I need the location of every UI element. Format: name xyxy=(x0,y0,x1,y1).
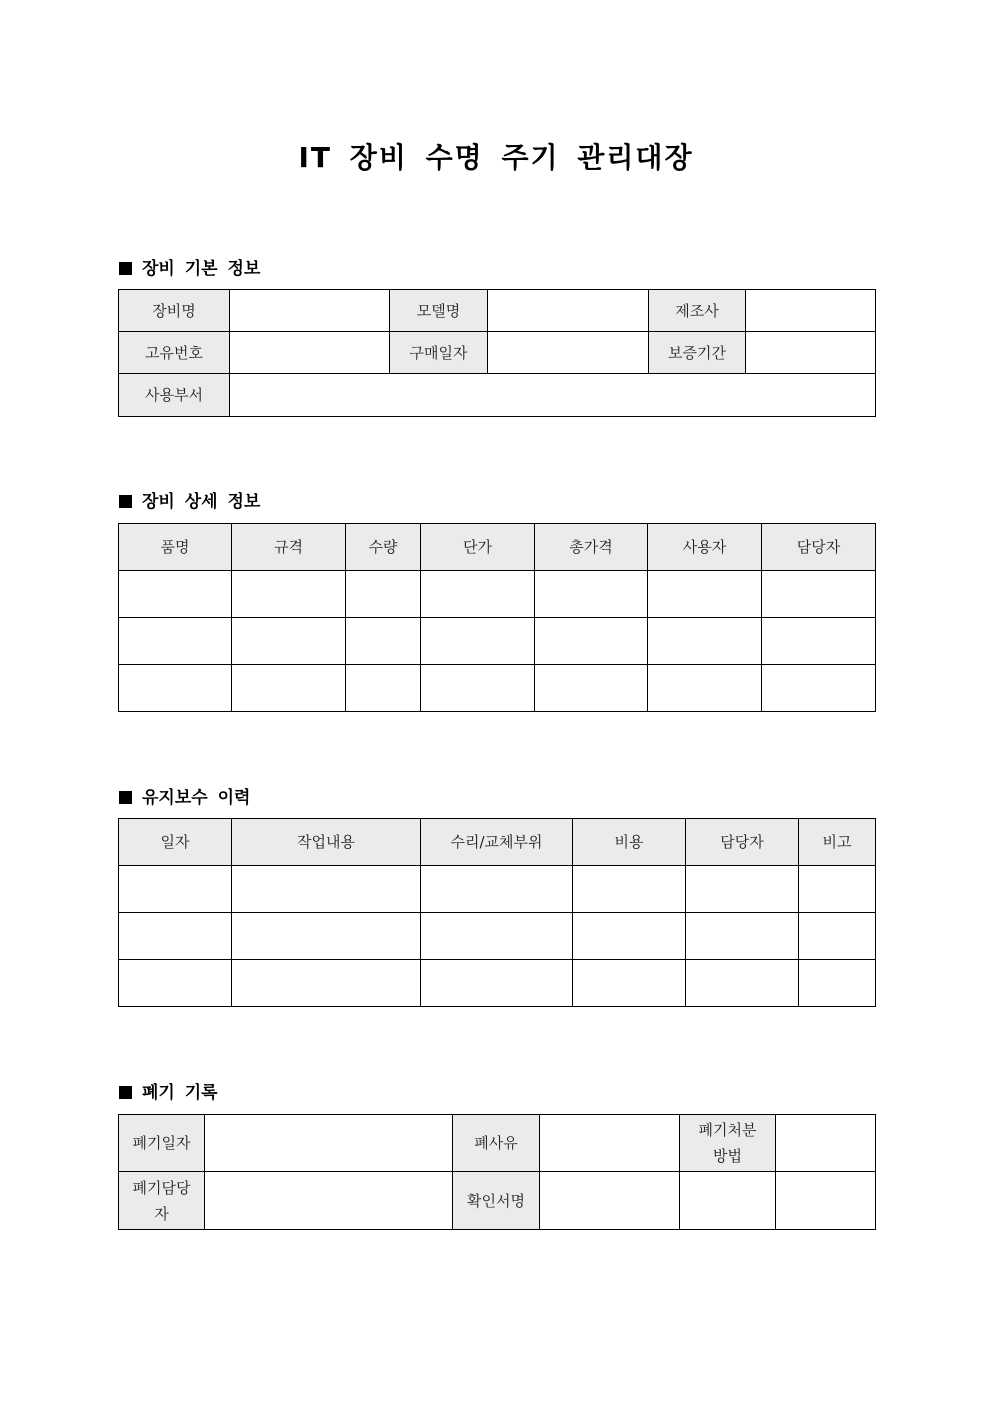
empty-cell[interactable] xyxy=(776,1172,876,1230)
table-cell[interactable] xyxy=(421,571,535,618)
table-cell[interactable] xyxy=(535,665,648,712)
label-disposal-method: 폐기처분 방법 xyxy=(680,1115,776,1172)
label-disposal-date: 폐기일자 xyxy=(119,1115,205,1172)
field-disposal-method[interactable] xyxy=(776,1115,876,1172)
field-purchase-date[interactable] xyxy=(488,332,649,374)
section-heading-basic: 장비 기본 정보 xyxy=(119,254,260,279)
square-bullet-icon xyxy=(119,1086,132,1099)
field-model-name[interactable] xyxy=(488,290,649,332)
column-header: 담당자 xyxy=(762,524,876,571)
table-cell[interactable] xyxy=(762,618,876,665)
table-cell[interactable] xyxy=(762,571,876,618)
table-cell[interactable] xyxy=(799,960,876,1007)
column-header: 비고 xyxy=(799,819,876,866)
table-cell[interactable] xyxy=(346,618,421,665)
table-cell[interactable] xyxy=(119,913,232,960)
table-cell[interactable] xyxy=(648,618,762,665)
table-cell[interactable] xyxy=(232,618,346,665)
table-cell[interactable] xyxy=(686,913,799,960)
table-cell[interactable] xyxy=(119,665,232,712)
field-equipment-name[interactable] xyxy=(230,290,390,332)
label-confirmation-signature: 확인서명 xyxy=(453,1172,540,1230)
column-header: 담당자 xyxy=(686,819,799,866)
field-serial-number[interactable] xyxy=(230,332,390,374)
label-serial-number: 고유번호 xyxy=(119,332,230,374)
label-model-name: 모델명 xyxy=(390,290,488,332)
table-cell[interactable] xyxy=(232,665,346,712)
table-cell[interactable] xyxy=(535,618,648,665)
column-header: 사용자 xyxy=(648,524,762,571)
table-cell[interactable] xyxy=(421,960,573,1007)
table-cell[interactable] xyxy=(648,665,762,712)
label-disposal-reason: 폐사유 xyxy=(453,1115,540,1172)
table-cell[interactable] xyxy=(232,571,346,618)
field-disposal-reason[interactable] xyxy=(540,1115,680,1172)
column-header: 수리/교체부위 xyxy=(421,819,573,866)
table-cell[interactable] xyxy=(232,960,421,1007)
table-cell[interactable] xyxy=(573,960,686,1007)
label-purchase-date: 구매일자 xyxy=(390,332,488,374)
table-cell[interactable] xyxy=(232,866,421,913)
table-cell[interactable] xyxy=(346,665,421,712)
column-header: 단가 xyxy=(421,524,535,571)
table-cell[interactable] xyxy=(421,665,535,712)
column-header: 총가격 xyxy=(535,524,648,571)
table-cell[interactable] xyxy=(573,866,686,913)
table-cell[interactable] xyxy=(232,913,421,960)
page-title: IT 장비 수명 주기 관리대장 xyxy=(298,141,694,174)
field-disposal-date[interactable] xyxy=(205,1115,453,1172)
disposal-table xyxy=(118,1114,876,1230)
field-warranty[interactable] xyxy=(746,332,876,374)
table-cell[interactable] xyxy=(119,618,232,665)
table-cell[interactable] xyxy=(346,571,421,618)
empty-cell[interactable] xyxy=(680,1172,776,1230)
label-manufacturer: 제조사 xyxy=(649,290,746,332)
label-warranty: 보증기간 xyxy=(649,332,746,374)
square-bullet-icon xyxy=(119,262,132,275)
table-cell[interactable] xyxy=(799,866,876,913)
table-cell[interactable] xyxy=(799,913,876,960)
column-header: 품명 xyxy=(119,524,232,571)
label-disposal-manager: 폐기담당자 xyxy=(119,1172,205,1230)
column-header: 규격 xyxy=(232,524,346,571)
table-cell[interactable] xyxy=(573,913,686,960)
maintenance-table xyxy=(118,818,876,1007)
label-department: 사용부서 xyxy=(119,374,230,417)
table-cell[interactable] xyxy=(119,866,232,913)
field-manufacturer[interactable] xyxy=(746,290,876,332)
column-header: 일자 xyxy=(119,819,232,866)
column-header: 작업내용 xyxy=(232,819,421,866)
table-cell[interactable] xyxy=(421,866,573,913)
table-cell[interactable] xyxy=(762,665,876,712)
table-cell[interactable] xyxy=(119,960,232,1007)
square-bullet-icon xyxy=(119,495,132,508)
table-row xyxy=(119,960,876,1007)
table-cell[interactable] xyxy=(648,571,762,618)
label-equipment-name: 장비명 xyxy=(119,290,230,332)
table-cell[interactable] xyxy=(686,960,799,1007)
table-cell[interactable] xyxy=(119,571,232,618)
table-cell[interactable] xyxy=(421,913,573,960)
field-disposal-manager[interactable] xyxy=(205,1172,453,1230)
field-confirmation-signature[interactable] xyxy=(540,1172,680,1230)
field-department[interactable] xyxy=(230,374,876,417)
table-row xyxy=(119,571,876,618)
section-heading-detail: 장비 상세 정보 xyxy=(119,487,260,512)
detail-table xyxy=(118,523,876,712)
column-header: 수량 xyxy=(346,524,421,571)
square-bullet-icon xyxy=(119,791,132,804)
table-row xyxy=(119,665,876,712)
section-heading-disposal: 폐기 기록 xyxy=(119,1078,218,1103)
table-row xyxy=(119,913,876,960)
section-heading-maintenance: 유지보수 이력 xyxy=(119,783,250,808)
table-cell[interactable] xyxy=(421,618,535,665)
basic-info-table xyxy=(118,289,876,417)
table-row xyxy=(119,866,876,913)
table-row xyxy=(119,618,876,665)
table-cell[interactable] xyxy=(535,571,648,618)
table-cell[interactable] xyxy=(686,866,799,913)
column-header: 비용 xyxy=(573,819,686,866)
